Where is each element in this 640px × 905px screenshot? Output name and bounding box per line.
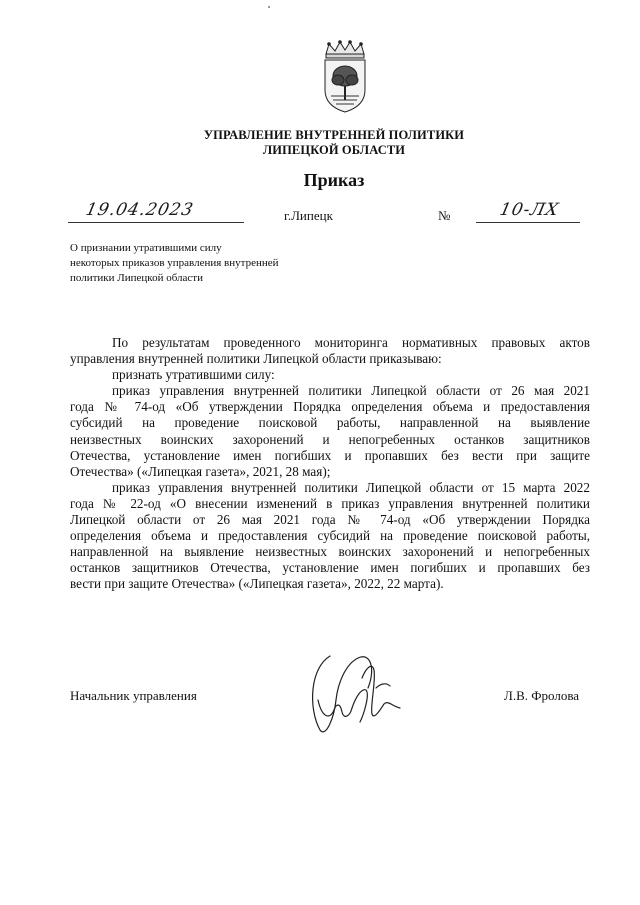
signer-position: Начальник управления (70, 688, 197, 703)
handwritten-signature (300, 648, 410, 738)
number-underline (476, 222, 580, 223)
body-line: признать утратившими силу: (112, 367, 275, 383)
order-body (70, 335, 590, 593)
body-line: приказ управления внутренней политики Липецкой области от 15 марта 2022 (112, 479, 590, 495)
body-line: вести при защите Отечества» («Липецкая газета», 2022, 22 марта). (70, 576, 444, 592)
body-line: субсидий на проведение поисковой работы, направленной на выявление (70, 415, 590, 431)
body-line: останков защитников Отечества, установление имен погибших и пропавших без (70, 560, 590, 576)
scan-mark (268, 6, 270, 8)
order-number: 10-ЛХ (497, 200, 561, 220)
body-line: Отечества» («Липецкая газета», 2021, 28 мая); (70, 463, 331, 479)
body-line: приказ управления внутренней политики Липецкой области от 26 мая 2021 (112, 383, 590, 399)
number-sign: № (438, 208, 451, 223)
body-line: Липецкой области от 26 мая 2021 года № 74-од «Об утверждении Порядка (70, 512, 590, 528)
date-underline (68, 222, 244, 223)
body-line: определения объема и предоставления субсидий на проведение поисковой работы, (70, 528, 590, 544)
subject-line: политики Липецкой области (70, 272, 203, 284)
body-line: управления внутренней политики Липецкой области приказываю: (70, 351, 442, 367)
coat-of-arms-icon (318, 40, 372, 114)
document-title: Приказ (303, 170, 365, 190)
signer-name: Л.В. Фролова (504, 688, 580, 703)
subject-line: О признании утратившими силу (70, 242, 222, 254)
order-date: 19.04.2023 (83, 200, 196, 220)
body-line: Отечества, установление имен погибших и пропавших без вести при защите (70, 447, 590, 463)
body-line: года № 74-од «Об утверждении Порядка определения объема и предоставления (70, 399, 590, 415)
city: г.Липецк (284, 208, 333, 223)
subject-line: некоторых приказов управления внутренней (70, 257, 279, 269)
org-name-line1: УПРАВЛЕНИЕ ВНУТРЕННЕЙ ПОЛИТИКИ (203, 128, 465, 142)
body-line: года № 22-од «О внесении изменений в приказ управления внутренней политики (70, 495, 590, 511)
org-name-line2: ЛИПЕЦКОЙ ОБЛАСТИ (262, 143, 406, 157)
body-line: По результатам проведенного мониторинга нормативных правовых актов (112, 335, 590, 350)
body-line: неизвестных воинских захоронений и непогребенных останков защитников (70, 431, 590, 447)
body-line: направленной на выявление неизвестных воинских захоронений и непогребенных (70, 544, 590, 560)
